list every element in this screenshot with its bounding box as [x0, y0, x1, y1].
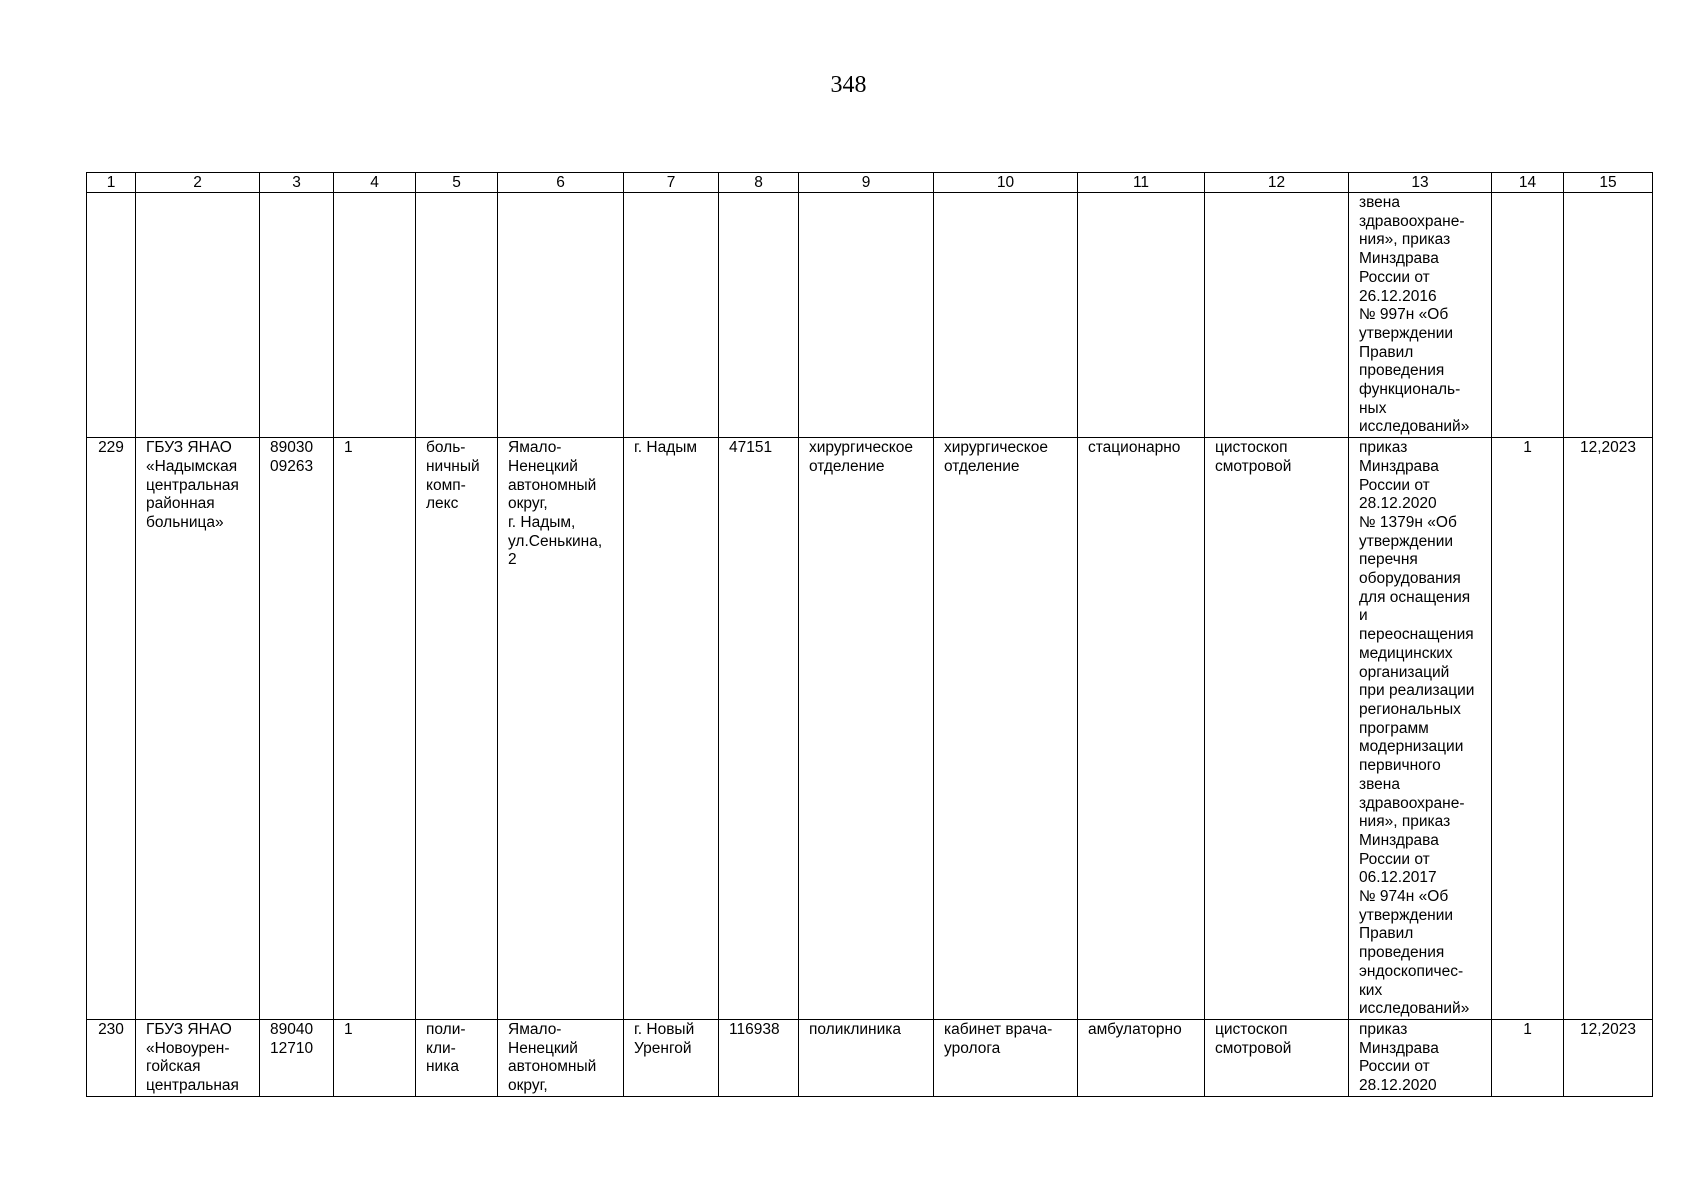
cell-address — [498, 193, 624, 438]
cell-unit: поликлиника — [799, 1019, 934, 1096]
cell-equipment — [1205, 193, 1349, 438]
cell-subunit: кабинет врача- уролога — [934, 1019, 1078, 1096]
cell-equipment: цистоскоп смотровой — [1205, 1019, 1349, 1096]
cell-facility-type — [416, 193, 498, 438]
cell-unit — [799, 193, 934, 438]
column-number: 8 — [719, 173, 799, 193]
cell-order: приказ Минздрава России от 28.12.2020 — [1349, 1019, 1492, 1096]
cell-order: звена здравоохране- ния», приказ Минздрава России от 26.12.2016 № 997н «Об утверждении Правил проведения функциональ- ных исследований» — [1349, 193, 1492, 438]
cell-care-form: амбулаторно — [1078, 1019, 1205, 1096]
column-number: 1 — [87, 173, 136, 193]
cell-organization — [136, 193, 260, 438]
column-number: 3 — [260, 173, 334, 193]
cell-col4: 1 — [334, 1019, 416, 1096]
table-row — [87, 1019, 1653, 1096]
page-number: 348 — [830, 72, 867, 98]
cell-care-form: стационарно — [1078, 438, 1205, 1020]
cell-date — [1564, 193, 1653, 438]
cell-inn — [260, 193, 334, 438]
cell-row-number: 229 — [87, 438, 136, 1020]
cell-city — [624, 193, 719, 438]
cell-quantity — [1492, 193, 1564, 438]
table-row — [87, 438, 1653, 1020]
cell-address: Ямало- Ненецкий автономный округ, г. Надым, ул.Сенькина, 2 — [498, 438, 624, 1020]
column-number: 4 — [334, 173, 416, 193]
column-number: 7 — [624, 173, 719, 193]
cell-col4 — [334, 193, 416, 438]
table-row — [87, 193, 1653, 438]
column-number: 14 — [1492, 173, 1564, 193]
cell-organization: ГБУЗ ЯНАО «Надымская центральная районная больница» — [136, 438, 260, 1020]
cell-facility-type: боль- ничный комп- лекс — [416, 438, 498, 1020]
column-number: 2 — [136, 173, 260, 193]
equipment-table — [86, 172, 1653, 1097]
cell-date: 12,2023 — [1564, 1019, 1653, 1096]
column-number: 5 — [416, 173, 498, 193]
column-number: 9 — [799, 173, 934, 193]
cell-date: 12,2023 — [1564, 438, 1653, 1020]
cell-inn: 89040 12710 — [260, 1019, 334, 1096]
column-number: 11 — [1078, 173, 1205, 193]
cell-equipment: цистоскоп смотровой — [1205, 438, 1349, 1020]
cell-row-number — [87, 193, 136, 438]
column-number: 12 — [1205, 173, 1349, 193]
column-number: 6 — [498, 173, 624, 193]
cell-quantity: 1 — [1492, 438, 1564, 1020]
cell-code: 47151 — [719, 438, 799, 1020]
cell-inn: 89030 09263 — [260, 438, 334, 1020]
cell-col4: 1 — [334, 438, 416, 1020]
cell-quantity: 1 — [1492, 1019, 1564, 1096]
cell-unit: хирургическое отделение — [799, 438, 934, 1020]
cell-city: г. Новый Уренгой — [624, 1019, 719, 1096]
cell-subunit — [934, 193, 1078, 438]
cell-care-form — [1078, 193, 1205, 438]
cell-facility-type: поли- кли- ника — [416, 1019, 498, 1096]
column-number-row — [87, 173, 1653, 193]
cell-subunit: хирургическое отделение — [934, 438, 1078, 1020]
cell-code: 116938 — [719, 1019, 799, 1096]
cell-order: приказ Минздрава России от 28.12.2020 № 1379н «Об утверждении перечня оборудования для оснащения и переоснащения медицинских организаций при реализации региональных программ модернизации первичного звена здравоохране- ния», приказ Минздрава России от 06.12.2017 № 974н «Об утверждении Правил проведения эндоскопичес- ких исследований» — [1349, 438, 1492, 1020]
column-number: 10 — [934, 173, 1078, 193]
cell-organization: ГБУЗ ЯНАО «Новоурен- гойская центральная — [136, 1019, 260, 1096]
cell-city: г. Надым — [624, 438, 719, 1020]
cell-row-number: 230 — [87, 1019, 136, 1096]
column-number: 15 — [1564, 173, 1653, 193]
cell-address: Ямало- Ненецкий автономный округ, — [498, 1019, 624, 1096]
cell-code — [719, 193, 799, 438]
column-number: 13 — [1349, 173, 1492, 193]
